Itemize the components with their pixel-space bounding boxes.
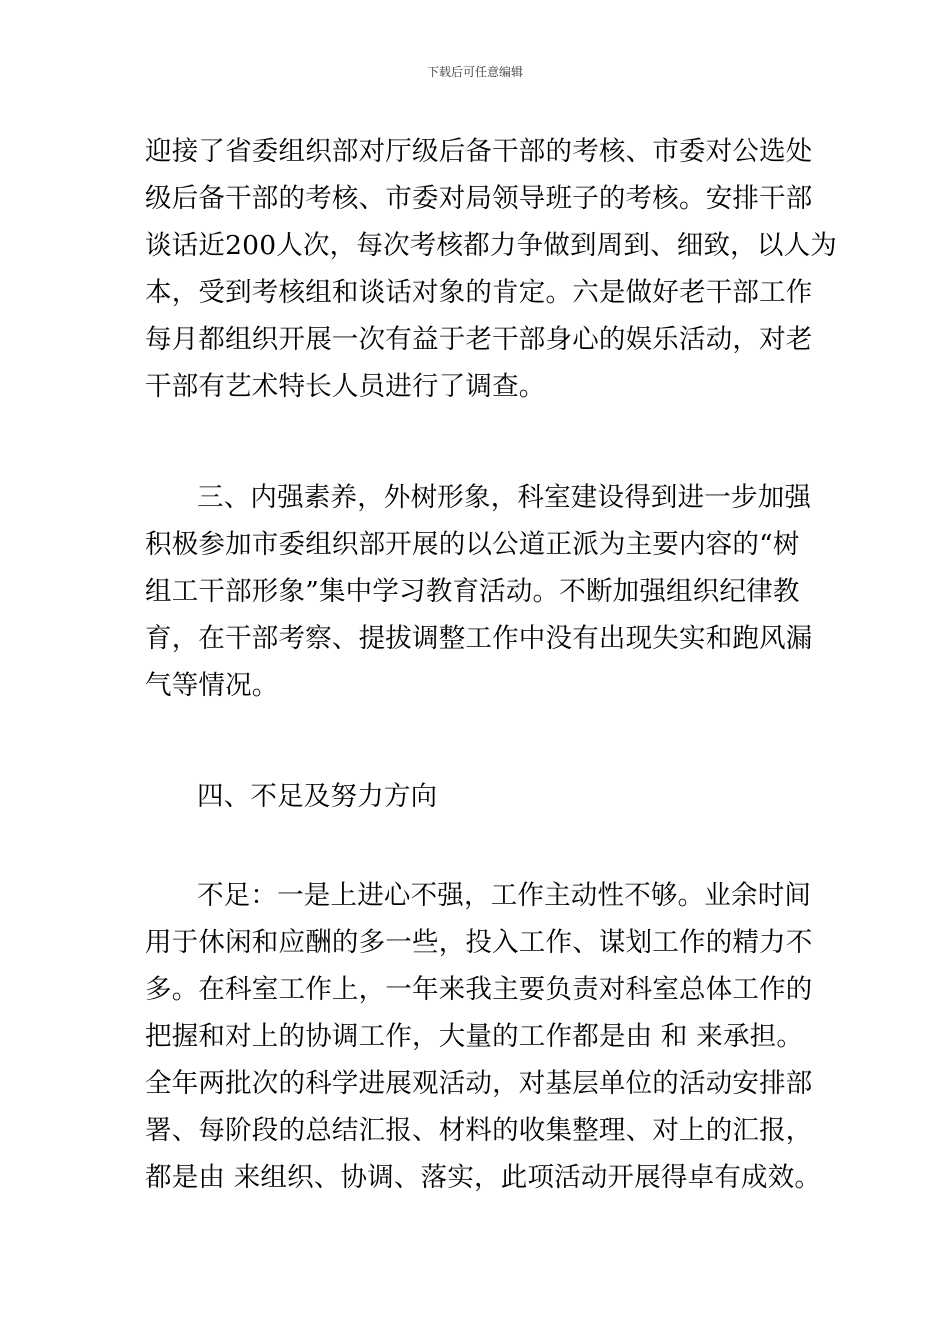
paragraph-4-line-2: 用于休闲和应酬的多一些，投入工作、谋划工作的精力不: [145, 927, 813, 958]
paragraph-4-line-4: 把握和对上的协调工作，大量的工作都是由 和 来承担。: [145, 1021, 804, 1052]
paragraph-4-line-5: 全年两批次的科学进展观活动，对基层单位的活动安排部: [145, 1068, 813, 1099]
paragraph-2-line-2: 积极参加市委组织部开展的以公道正派为主要内容的“树: [145, 529, 800, 560]
paragraph-1-line-3: 谈话近200人次，每次考核都力争做到周到、细致，以人为: [145, 230, 837, 261]
paragraph-2-line-1: 三、内强素养，外树形象，科室建设得到进一步加强: [197, 482, 812, 513]
paragraph-2-line-5: 气等情况。: [145, 670, 279, 701]
paragraph-1-line-6: 干部有艺术特长人员进行了调查。: [145, 371, 546, 402]
paragraph-2-line-4: 育，在干部考察、提拔调整工作中没有出现失实和跑风漏: [145, 623, 813, 654]
paragraph-4-line-7: 都是由 来组织、协调、落实，此项活动开展得卓有成效。: [145, 1162, 822, 1193]
paragraph-4-line-6: 署、每阶段的总结汇报、材料的收集整理、对上的汇报，: [145, 1115, 813, 1146]
page-header: 下载后可任意编辑: [426, 65, 523, 79]
paragraph-1-line-4: 本，受到考核组和谈话对象的肯定。六是做好老干部工作: [145, 277, 813, 308]
section-heading: 四、不足及努力方向: [197, 781, 438, 812]
paragraph-2-line-3: 组工干部形象”集中学习教育活动。不断加强组织纪律教: [145, 576, 800, 607]
paragraph-1-line-2: 级后备干部的考核、市委对局领导班子的考核。安排干部: [145, 183, 813, 214]
paragraph-4-line-3: 多。在科室工作上，一年来我主要负责对科室总体工作的: [145, 974, 813, 1005]
paragraph-1-line-5: 每月都组织开展一次有益于老干部身心的娱乐活动，对老: [145, 324, 813, 355]
paragraph-4-line-1: 不足：一是上进心不强，工作主动性不够。业余时间: [197, 880, 812, 911]
paragraph-1-line-1: 迎接了省委组织部对厅级后备干部的考核、市委对公选处: [145, 136, 813, 167]
